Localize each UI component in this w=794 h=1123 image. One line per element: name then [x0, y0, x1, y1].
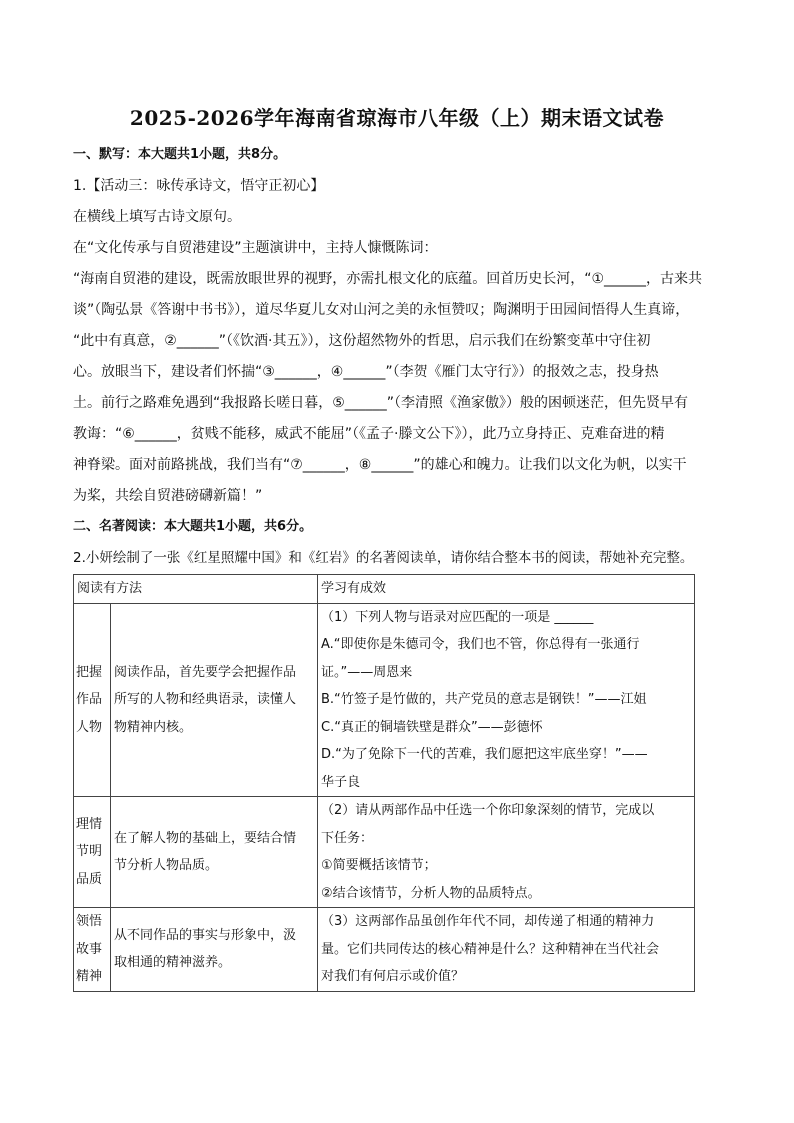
- reading-sheet-table: [73, 574, 695, 992]
- table-row: [74, 603, 695, 797]
- passage-line: “海南自贸港的建设，既需放眼世界的视野，亦需扎根文化的底蕴。回首历史长河，“①______，古来共: [73, 271, 703, 287]
- table-header-row: [74, 575, 695, 604]
- task-text: 量。它们共同传达的核心精神是什么？这种精神在当代社会: [321, 941, 660, 957]
- question-1-instruction: 在横线上填写古诗文原句。: [73, 209, 241, 225]
- category-text: 品质: [76, 871, 103, 887]
- header-learning-outcome: 学习有成效: [318, 575, 695, 604]
- category-text: 领悟: [76, 914, 103, 929]
- category-text: 理情: [76, 816, 103, 832]
- category-text: 节明: [76, 844, 103, 860]
- row-method: [111, 603, 318, 797]
- row-method: [111, 908, 318, 992]
- method-text: 从不同作品的事实与形象中，汲: [114, 927, 297, 943]
- method-text: 物精神内核。: [114, 719, 193, 735]
- task-text: 下任务：: [321, 830, 374, 846]
- category-text: 人物: [76, 719, 103, 735]
- task-text: （1）下列人物与语录对应匹配的一项是 ______: [321, 609, 594, 625]
- row-task: [318, 908, 695, 992]
- method-text: 所写的人物和经典语录，读懂人: [114, 692, 297, 707]
- question-1-label: 1.【活动三：咏传承诗文，悟守正初心】: [73, 178, 325, 194]
- task-text: 对我们有何启示或价值？: [321, 969, 465, 984]
- method-text: 在了解人物的基础上，要结合情: [114, 830, 297, 846]
- header-reading-method: 阅读有方法: [74, 575, 318, 604]
- option-a-cont: 证。”——周恩来: [321, 664, 413, 680]
- task-text: （2）请从两部作品中任选一个你印象深刻的情节，完成以: [321, 803, 655, 818]
- passage-line: 土。前行之路难免遇到“我报路长嗟日暮，⑤______”（李清照《渔家傲》）般的困顿迷茫，但先贤早有: [73, 395, 689, 411]
- option-a: A.“即使你是朱德司令，我们也不管，你总得有一张通行: [321, 637, 640, 652]
- category-text: 作品: [76, 692, 103, 707]
- row-category: [74, 908, 111, 992]
- table-row: [74, 797, 695, 908]
- row-method: [111, 797, 318, 908]
- question-1-context: 在“文化传承与自贸港建设”主题演讲中，主持人慷慨陈词：: [73, 240, 438, 256]
- task-text: ②结合该情节，分析人物的品质特点。: [321, 885, 541, 901]
- category-text: 精神: [76, 969, 103, 984]
- row-category: [74, 797, 111, 908]
- row-task: [318, 797, 695, 908]
- task-text: ①简要概括该情节；: [321, 858, 437, 873]
- row-category: [74, 603, 111, 797]
- passage-line: 心。放眼当下，建设者们怀揣“③______，④______”（李贺《雁门太守行》）的报效之志，投身热: [73, 364, 659, 380]
- method-text: 阅读作品，首先要学会把握作品: [114, 664, 297, 680]
- category-text: 故事: [76, 941, 103, 957]
- table-row: [74, 908, 695, 992]
- passage-line: 教诲：“⑥______，贫贱不能移，威武不能屈”（《孟子·滕文公下》），此乃立身持正、克难奋进的精: [73, 426, 665, 442]
- exam-title: 2025-2026学年海南省琼海市八年级（上）期末语文试卷: [129, 106, 665, 130]
- task-text: （3）这两部作品虽创作年代不同，却传递了相通的精神力: [321, 914, 655, 929]
- option-b: B.“竹签子是竹做的，共产党员的意志是钢铁！”——江姐: [321, 692, 647, 707]
- method-text: 取相通的精神滋养。: [114, 955, 232, 971]
- section-heading-dictation: 一、默写：本大题共1小题，共8分。: [73, 147, 287, 162]
- option-d-cont: 华子良: [321, 774, 361, 790]
- option-c: C.“真正的铜墙铁壁是群众”——彭德怀: [321, 719, 543, 735]
- passage-line: 谈”（陶弘景《答谢中书书》），道尽华夏儿女对山河之美的永恒赞叹；陶渊明于田园间悟得人生真谛，: [73, 302, 690, 318]
- category-text: 把握: [76, 664, 103, 680]
- section-heading-classics: 二、名著阅读：本大题共1小题，共6分。: [73, 519, 313, 534]
- method-text: 节分析人物品质。: [114, 858, 219, 873]
- row-task: [318, 603, 695, 797]
- passage-line: 神脊梁。面对前路挑战，我们当有“⑦______，⑧______”的雄心和魄力。让我们以文化为帆，以实干: [73, 457, 687, 473]
- passage-line: 为桨，共绘自贸港磅礴新篇！”: [73, 488, 263, 504]
- passage-line: “此中有真意，②______”（《饮酒·其五》），这份超然物外的哲思，启示我们在纷繁变革中守住初: [73, 333, 651, 349]
- question-2-prompt: 2.小妍绘制了一张《红星照耀中国》和《红岩》的名著阅读单，请你结合整本书的阅读，帮她补充完整。: [73, 550, 694, 566]
- option-d: D.“为了免除下一代的苦难，我们愿把这牢底坐穿！”——: [321, 747, 648, 762]
